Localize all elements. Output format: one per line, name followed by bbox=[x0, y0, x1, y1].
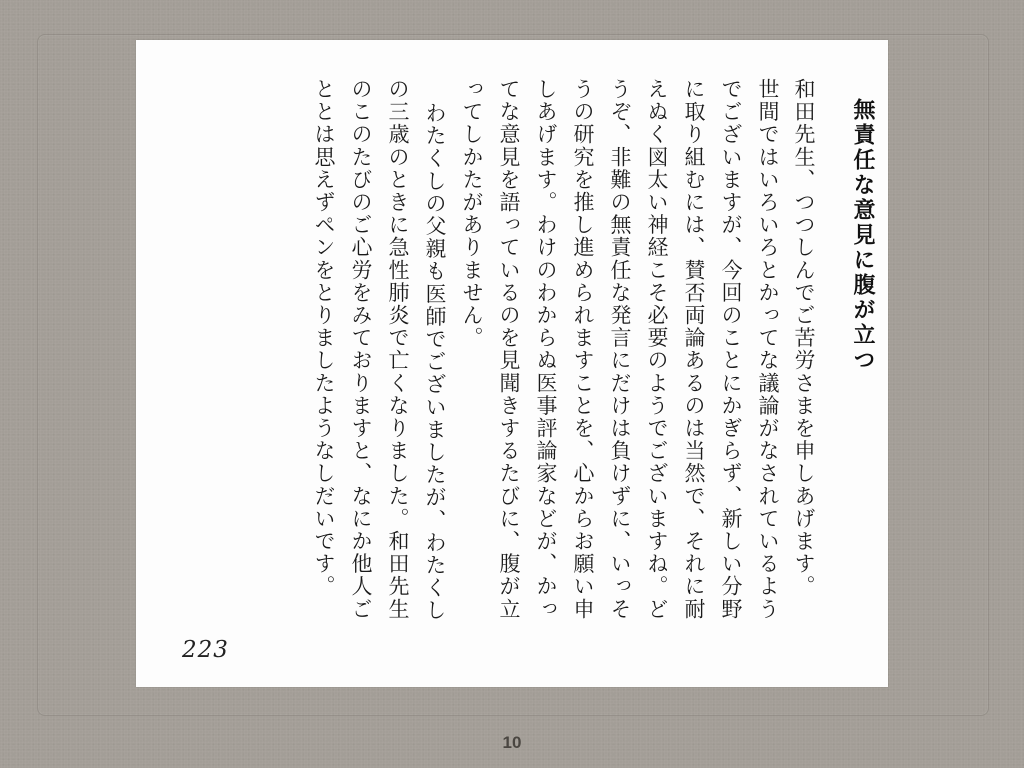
text-line-9: てな意見を語っているのを見聞きするたびに、腹が立 bbox=[497, 78, 521, 621]
text-line-8: しあげます。わけのわからぬ医事評論家などが、かっ bbox=[534, 78, 558, 621]
text-line-7: うの研究を推し進められますことを、心からお願い申 bbox=[571, 78, 595, 621]
page-title: 無責任な意見に腹が立つ bbox=[850, 98, 875, 373]
text-line-10: ってしかたがありません。 bbox=[460, 78, 484, 350]
text-line-11: わたくしの父親も医師でございましたが、わたくし bbox=[423, 102, 447, 622]
text-line-6: うぞ、非難の無責任な発言にだけは負けずに、いっそ bbox=[608, 78, 632, 621]
text-line-12: の三歳のときに急性肺炎で亡くなりました。和田先生 bbox=[386, 78, 410, 621]
slide-number: 10 bbox=[502, 733, 522, 752]
text-line-14: ととは思えずペンをとりましたようなしだいです。 bbox=[312, 78, 336, 598]
text-line-1: 和田先生、つつしんでご苦労さまを申しあげます。 bbox=[792, 78, 816, 598]
text-line-3: でございますが、今回のことにかぎらず、新しい分野 bbox=[719, 78, 743, 621]
text-line-13: のこのたびのご心労をみておりますと、なにか他人ご bbox=[349, 78, 373, 621]
text-line-4: に取り組むには、賛否両論あるのは当然で、それに耐 bbox=[682, 78, 706, 621]
scanned-book-page bbox=[136, 40, 888, 687]
text-line-2: 世間ではいろいろとかってな議論がなされているよう bbox=[756, 78, 780, 621]
text-line-5: えぬく図太い神経こそ必要のようでございますね。ど bbox=[645, 78, 669, 621]
book-page-number: 223 bbox=[182, 637, 229, 663]
